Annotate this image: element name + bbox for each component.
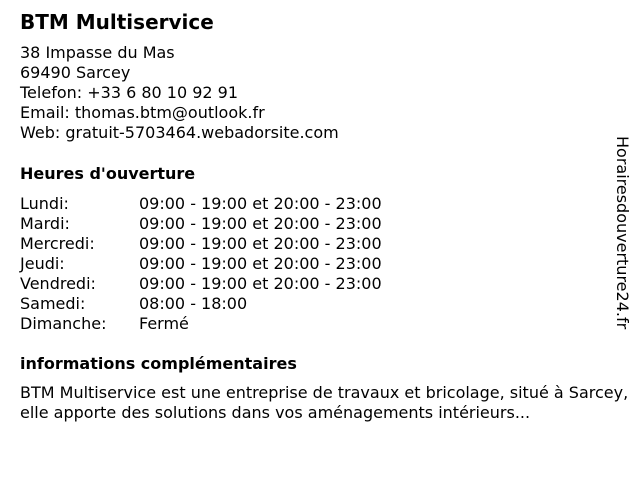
email-line: Email: thomas.btm@outlook.fr <box>20 103 265 122</box>
day-hours: 09:00 - 19:00 et 20:00 - 23:00 <box>139 194 382 213</box>
day-label: Dimanche: <box>20 314 107 333</box>
day-hours: 09:00 - 19:00 et 20:00 - 23:00 <box>139 234 382 253</box>
business-name: BTM Multiservice <box>20 10 214 34</box>
hours-heading: Heures d'ouverture <box>20 164 196 183</box>
address-city: 69490 Sarcey <box>20 63 131 82</box>
day-label: Mercredi: <box>20 234 95 253</box>
day-label: Vendredi: <box>20 274 96 293</box>
business-description: BTM Multiservice est une entreprise de travaux et bricolage, situé à Sarcey, elle apporte des solutions dans vos aménagements intérieurs... <box>20 383 629 422</box>
day-hours: 09:00 - 19:00 et 20:00 - 23:00 <box>139 254 382 273</box>
contact-block <box>20 43 339 143</box>
address-street: 38 Impasse du Mas <box>20 43 175 62</box>
phone-line: Telefon: +33 6 80 10 92 91 <box>20 83 239 102</box>
site-watermark: Horairesdouverture24.fr <box>613 136 632 330</box>
day-label: Jeudi: <box>20 254 65 273</box>
day-label: Samedi: <box>20 294 86 313</box>
day-hours: 08:00 - 18:00 <box>139 294 248 313</box>
day-label: Mardi: <box>20 214 70 233</box>
info-heading: informations complémentaires <box>20 354 297 373</box>
web-line: Web: gratuit-5703464.webadorsite.com <box>20 123 339 142</box>
day-hours: Fermé <box>139 314 189 333</box>
day-hours: 09:00 - 19:00 et 20:00 - 23:00 <box>139 214 382 233</box>
day-hours: 09:00 - 19:00 et 20:00 - 23:00 <box>139 274 382 293</box>
day-label: Lundi: <box>20 194 69 213</box>
